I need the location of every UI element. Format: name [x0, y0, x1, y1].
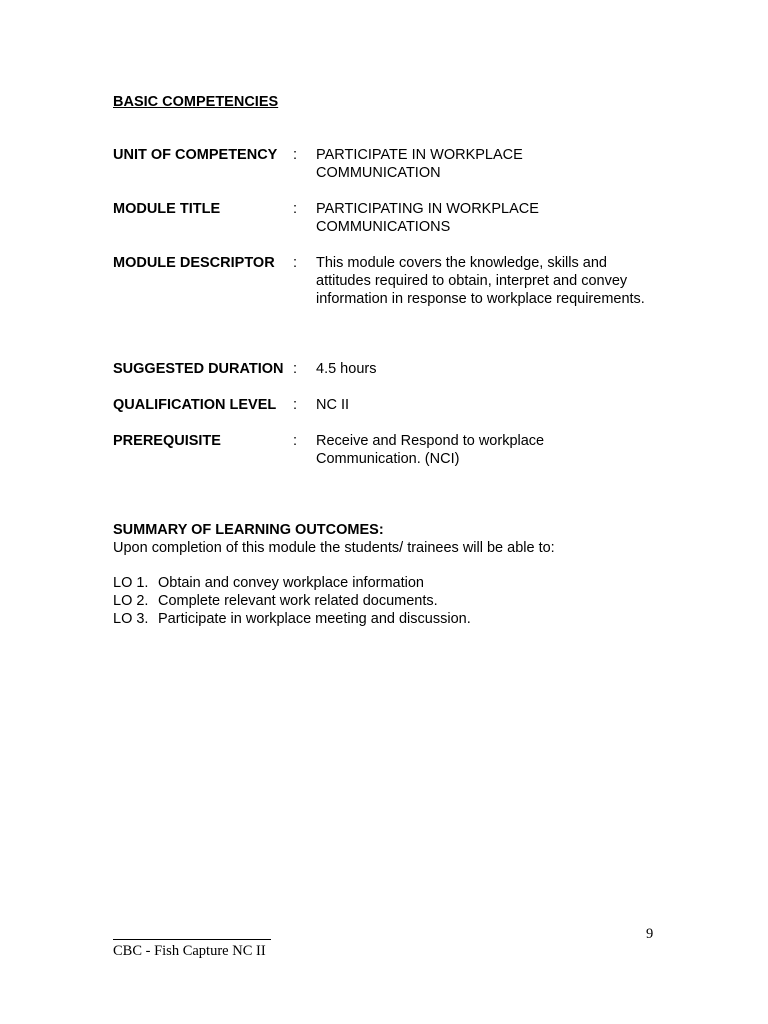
field-separator: : — [293, 361, 298, 377]
field-separator: : — [293, 397, 298, 413]
field-label: SUGGESTED DURATION — [113, 361, 284, 377]
field-label: UNIT OF COMPETENCY — [113, 147, 278, 163]
field-label: PREREQUISITE — [113, 433, 221, 449]
learning-outcome-text: Obtain and convey workplace information — [158, 575, 424, 591]
learning-outcome-code: LO 1. — [113, 575, 149, 591]
field-separator: : — [293, 201, 298, 217]
learning-outcome-text: Complete relevant work related documents. — [158, 593, 438, 609]
footer-divider — [113, 939, 271, 940]
field-value: Receive and Respond to workplace Communication. (NCI) — [316, 433, 545, 467]
field-value: PARTICIPATE IN WORKPLACE COMMUNICATION — [316, 147, 523, 181]
footer-text: CBC - Fish Capture NC II — [113, 943, 266, 959]
learning-outcome-item — [113, 592, 653, 610]
page-number: 9 — [646, 926, 654, 942]
learning-outcome-item — [113, 610, 653, 628]
learning-outcome-code: LO 3. — [113, 611, 149, 627]
field-value: 4.5 hours — [316, 361, 377, 377]
field-value: NC II — [316, 397, 350, 413]
learning-outcome-item — [113, 574, 653, 592]
field-value: This module covers the knowledge, skills and attitudes required to obtain, interpret and convey information in response to workplace requirements. — [316, 255, 645, 307]
field-separator: : — [293, 255, 298, 271]
field-separator: : — [293, 147, 298, 163]
field-label: QUALIFICATION LEVEL — [113, 397, 277, 413]
summary-title: SUMMARY OF LEARNING OUTCOMES: — [113, 522, 384, 538]
learning-outcome-code: LO 2. — [113, 593, 149, 609]
summary-intro: Upon completion of this module the students/ trainees will be able to: — [113, 540, 555, 556]
field-value: PARTICIPATING IN WORKPLACE COMMUNICATIONS — [316, 201, 539, 235]
learning-outcomes-summary — [113, 521, 653, 628]
section-heading: BASIC COMPETENCIES — [113, 94, 279, 110]
learning-outcomes-list — [113, 574, 653, 628]
field-label: MODULE DESCRIPTOR — [113, 255, 275, 271]
field-separator: : — [293, 433, 298, 449]
learning-outcome-text: Participate in workplace meeting and discussion. — [158, 611, 471, 627]
field-label: MODULE TITLE — [113, 201, 221, 217]
